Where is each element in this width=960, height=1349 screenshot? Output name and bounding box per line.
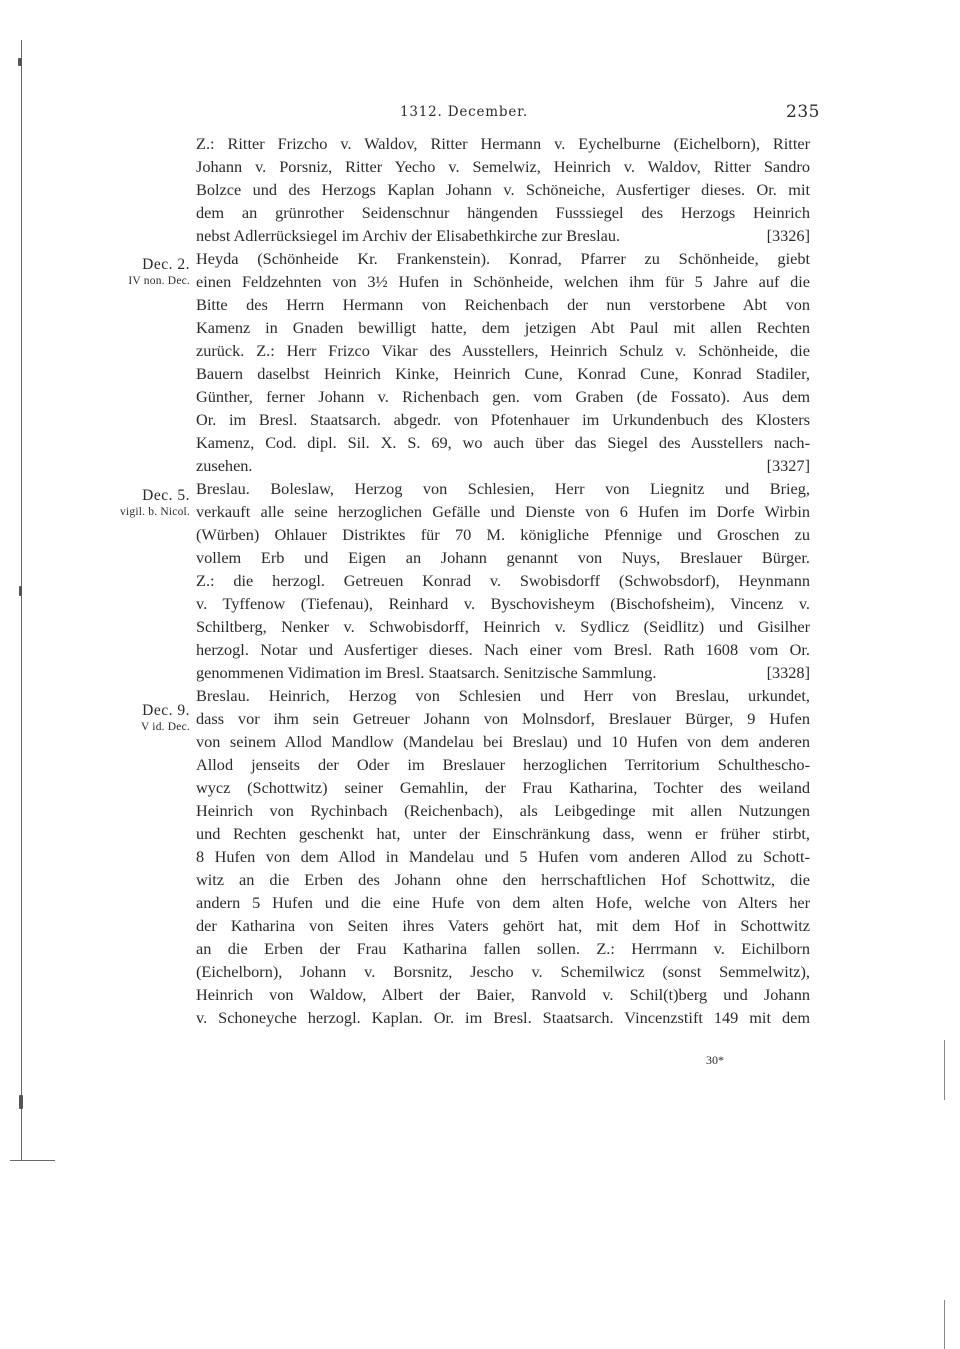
text-line: Z.: die herzogl. Getreuen Konrad v. Swobisdorff (Schwobsdorf), Heynmann [196, 571, 810, 590]
text-line: Or. im Bresl. Staatsarch. abgedr. von Pfotenhauer im Urkundenbuch des Klosters [196, 410, 810, 429]
running-title: 1312. December. [400, 104, 528, 120]
margin-latin-date: V id. Dec. [140, 721, 190, 733]
text-line: Kamenz in Gnaden bewilligt hatte, dem jetzigen Abt Paul mit allen Rechten [196, 318, 810, 337]
text-line: herzogl. Notar und Ausfertiger dieses. Nach einer vom Bresl. Rath 1608 vom Or. [196, 640, 810, 659]
text-line: Allod jenseits der Oder im Breslauer herzoglichen Territorium Schulthescho- [196, 755, 810, 774]
text-line: Breslau. Boleslaw, Herzog von Schlesien, Herr von Liegnitz und Brieg, [196, 479, 810, 498]
text-line: Günther, ferner Johann v. Richenbach gen. vom Graben (de Fossato). Aus dem [196, 387, 810, 406]
margin-latin-date: vigil. b. Nicol. [120, 506, 190, 518]
text-line: der Katharina von Seiten ihres Vaters gehört hat, mit dem Hof in Schottwitz [196, 916, 810, 935]
text-line: 8 Hufen von dem Allod in Mandelau und 5 Hufen vom anderen Allod zu Schott- [196, 847, 810, 866]
body-text [196, 132, 810, 1029]
text-line: v. Schoneyche herzogl. Kaplan. Or. im Bresl. Staatsarch. Vincenzstift 149 mit dem [196, 1008, 810, 1027]
margin-latin-date: IV non. Dec. [128, 275, 190, 287]
margin-date: Dec. 9. [142, 702, 190, 719]
text-line: Bitte des Herrn Hermann von Reichenbach der nun verstorbene Abt von [196, 295, 810, 314]
margin-date: Dec. 2. [142, 256, 190, 273]
text-line: Heinrich von Waldow, Albert der Baier, Ranvold v. Schil(t)berg und Johann [196, 985, 810, 1004]
text-line: verkauft alle seine herzoglichen Gefälle und Dienste von 6 Hufen im Dorfe Wirbin [196, 502, 810, 521]
running-header [195, 104, 820, 124]
text-line: vollem Erb und Eigen an Johann genannt von Nuys, Breslauer Bürger. [196, 548, 810, 567]
right-edge-mark [944, 1300, 945, 1349]
text-line: witz an die Erben des Johann ohne den herrschaftlichen Hof Schottwitz, die [196, 870, 810, 889]
text-line: zusehen. [196, 456, 253, 475]
margin-date: Dec. 5. [142, 487, 190, 504]
text-line: und Rechten geschenkt hat, unter der Einschränkung dass, wenn er früher stirbt, [196, 824, 810, 843]
binding-mark [19, 1095, 23, 1109]
margin-note [98, 487, 190, 521]
record-number: [3328] [766, 663, 810, 682]
right-edge-mark [944, 1040, 945, 1100]
text-line: Breslau. Heinrich, Herzog von Schlesien und Herr von Breslau, urkundet, [196, 686, 810, 705]
margin-note [98, 702, 190, 736]
record-number: [3327] [766, 456, 810, 475]
text-line: dass vor ihm sein Getreuer Johann von Molnsdorf, Breslauer Bürger, 9 Hufen [196, 709, 810, 728]
text-line: Heyda (Schönheide Kr. Frankenstein). Konrad, Pfarrer zu Schönheide, giebt [196, 249, 810, 268]
text-line-with-record [196, 454, 810, 477]
record-number: [3326] [766, 226, 810, 245]
text-line-with-record [196, 224, 810, 247]
text-line: Johann v. Porsniz, Ritter Yecho v. Semelwiz, Heinrich v. Waldov, Ritter Sandro [196, 157, 810, 176]
text-line: (Eichelborn), Johann v. Borsnitz, Jescho v. Schemilwicz (sonst Semmelwitz), [196, 962, 810, 981]
text-line: Z.: Ritter Frizcho v. Waldov, Ritter Hermann v. Eychelburne (Eichelborn), Ritter [196, 134, 810, 153]
binding-edge [0, 0, 40, 1349]
text-line: Bauern daselbst Heinrich Kinke, Heinrich Cune, Konrad Cune, Konrad Stadiler, [196, 364, 810, 383]
binding-mark [18, 58, 22, 66]
text-line: v. Tyffenow (Tiefenau), Reinhard v. Byschovisheym (Bischofsheim), Vincenz v. [196, 594, 810, 613]
text-line-with-record [196, 661, 810, 684]
text-line: wycz (Schottwitz) seiner Gemahlin, der Frau Katharina, Tochter des weiland [196, 778, 810, 797]
binding-mark [19, 586, 22, 596]
page-number: 235 [786, 102, 820, 122]
text-line: von seinem Allod Mandlow (Mandelau bei Breslau) und 10 Hufen von dem anderen [196, 732, 810, 751]
text-line: einen Feldzehnten von 3½ Hufen in Schönheide, welchen ihm für 5 Jahre auf die [196, 272, 810, 291]
binding-rule [10, 1160, 55, 1161]
text-line: Heinrich von Rychinbach (Reichenbach), als Leibgedinge mit allen Nutzungen [196, 801, 810, 820]
text-line: zurück. Z.: Herr Frizco Vikar des Ausstellers, Heinrich Schulz v. Schönheide, die [196, 341, 810, 360]
binding-rule [21, 40, 22, 1160]
text-line: nebst Adlerrücksiegel im Archiv der Elisabethkirche zur Breslau. [196, 226, 621, 245]
text-line: dem an grünrother Seidenschnur hängenden Fusssiegel des Herzogs Heinrich [196, 203, 810, 222]
text-line: (Würben) Ohlauer Distriktes für 70 M. königliche Pfennige und Groschen zu [196, 525, 810, 544]
text-line: andern 5 Hufen und die eine Hufe von dem alten Hofe, welche von Alters her [196, 893, 810, 912]
text-line: Bolzce und des Herzogs Kaplan Johann v. Schöneiche, Ausfertiger dieses. Or. mit [196, 180, 810, 199]
text-line: Kamenz, Cod. dipl. Sil. X. S. 69, wo auch über das Siegel des Ausstellers nach- [196, 433, 810, 452]
text-line: Schiltberg, Nenker v. Schwobisdorff, Heinrich v. Sydlicz (Seidlitz) und Gisilher [196, 617, 810, 636]
margin-note [98, 256, 190, 290]
text-line: genommenen Vidimation im Bresl. Staatsarch. Senitzische Sammlung. [196, 663, 657, 682]
text-line: an die Erben der Frau Katharina fallen sollen. Z.: Herrmann v. Eichilborn [196, 939, 810, 958]
signature-mark: 30* [706, 1053, 724, 1067]
